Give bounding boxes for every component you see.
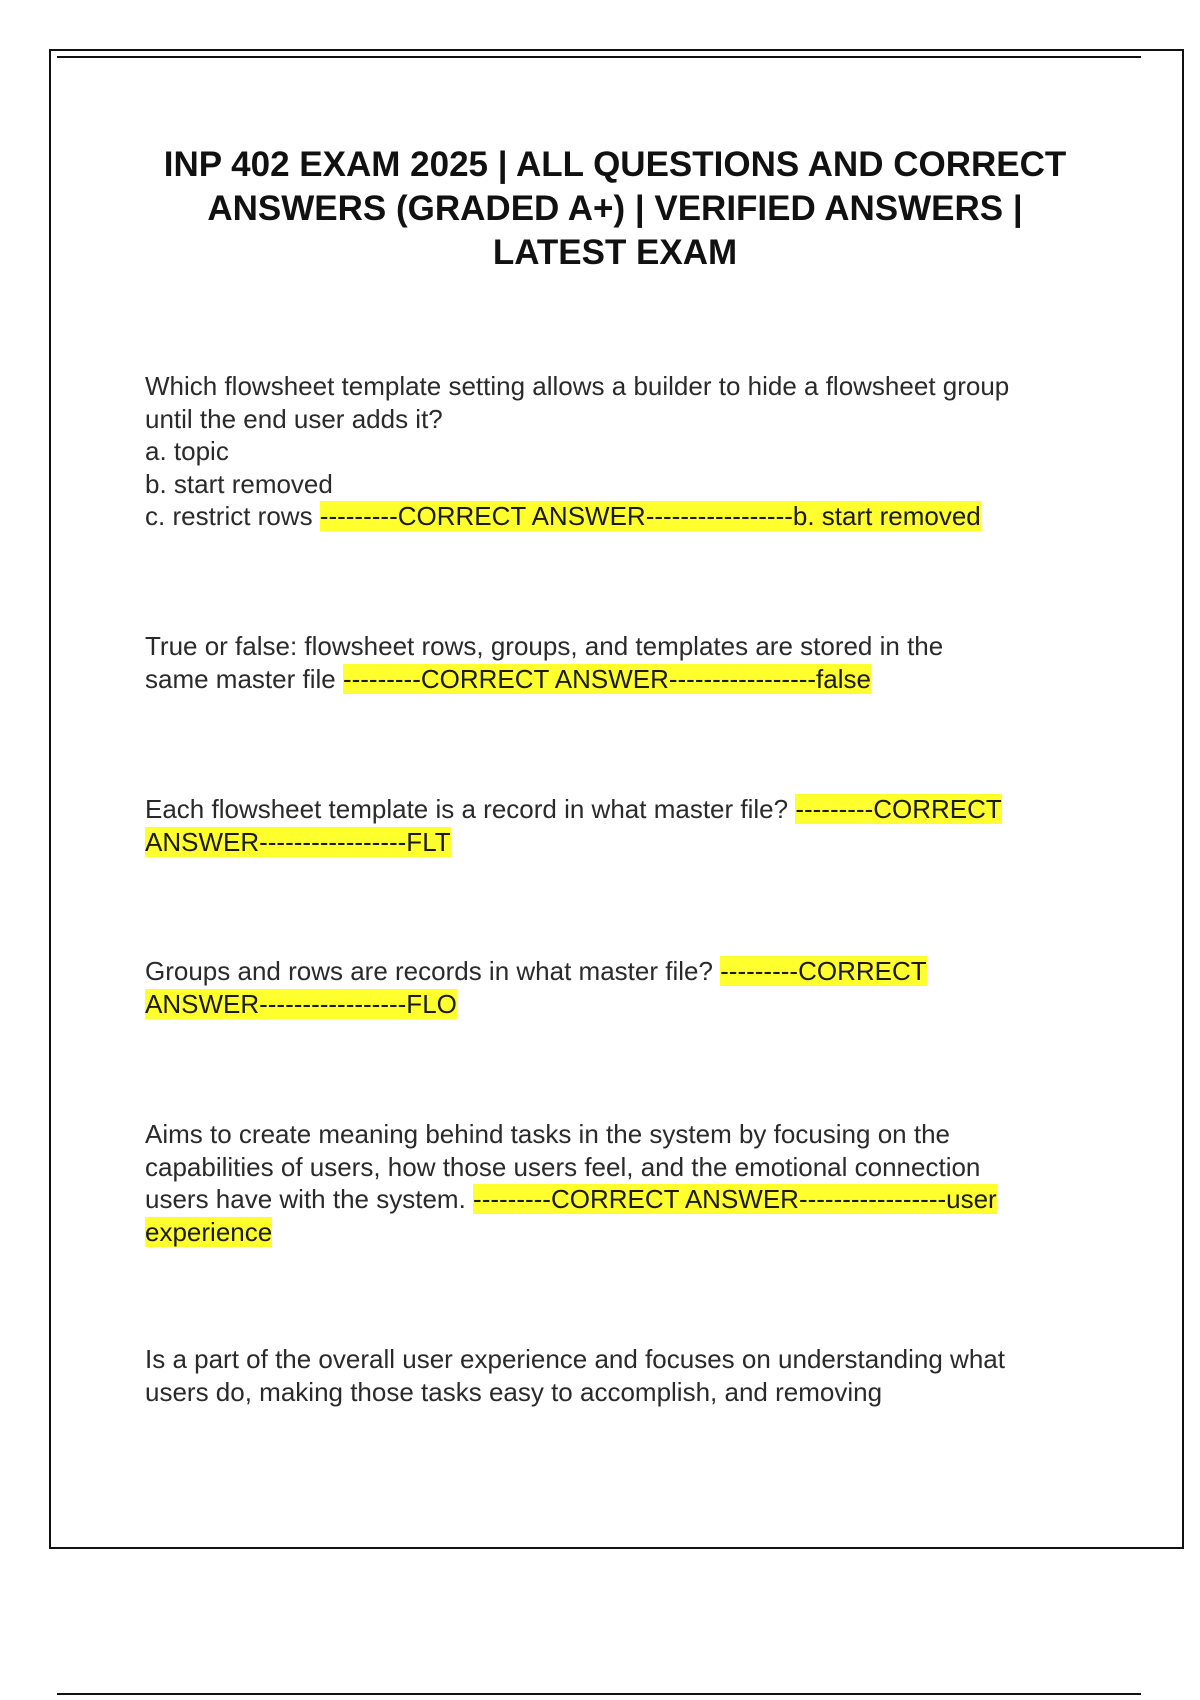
- answer-option: b. start removed: [145, 468, 333, 499]
- correct-answer-highlight: ---------CORRECT: [720, 956, 927, 986]
- question-text: Each flowsheet template is a record in what master file?: [145, 794, 796, 824]
- question-text: Is a part of the overall user experience and focuses on understanding what: [145, 1344, 1005, 1374]
- question-text: True or false: flowsheet rows, groups, and templates are stored in the: [145, 631, 944, 661]
- answer-line: [145, 988, 1095, 1021]
- answer-option: a. topic: [145, 436, 229, 466]
- answer-line: [145, 500, 1095, 533]
- question-text: same master file: [145, 663, 343, 694]
- answer-line: [145, 1216, 1095, 1249]
- answer-line: [145, 1183, 1095, 1216]
- question-text: users do, making those tasks easy to accomplish, and removing: [145, 1376, 883, 1407]
- answer-line: [145, 793, 1095, 826]
- correct-answer-highlight: ---------CORRECT ANSWER-----------------user: [473, 1184, 997, 1214]
- question-block: [145, 955, 1095, 1020]
- top-rule: [57, 56, 1141, 58]
- question-block: [145, 1118, 1095, 1248]
- answer-option: c. restrict rows: [145, 501, 320, 531]
- correct-answer-highlight: ---------CORRECT ANSWER-----------------false: [342, 663, 871, 694]
- answer-line: [145, 826, 1095, 859]
- question-text: capabilities of users, how those users feel, and the emotional connection: [145, 1151, 981, 1182]
- question-text: users have with the system.: [145, 1184, 474, 1214]
- title-line: INP 402 EXAM 2025 | ALL QUESTIONS AND CORRECT: [163, 145, 1067, 184]
- bottom-rule: [57, 1693, 1141, 1695]
- answer-line: [145, 663, 1095, 696]
- correct-answer-highlight: ANSWER-----------------FLT: [145, 826, 451, 857]
- question-block: [145, 630, 1095, 695]
- question-text: Groups and rows are records in what master file?: [145, 956, 721, 986]
- document-title: [120, 143, 1110, 275]
- answer-line: [145, 955, 1095, 988]
- question-text: Which flowsheet template setting allows a builder to hide a flowsheet group: [145, 371, 1010, 401]
- correct-answer-highlight: ANSWER-----------------FLO: [145, 988, 457, 1019]
- title-line: LATEST EXAM: [492, 233, 738, 272]
- correct-answer-highlight: ---------CORRECT ANSWER-----------------b. start removed: [319, 501, 981, 531]
- question-block: [145, 370, 1095, 533]
- question-text: until the end user adds it?: [145, 403, 443, 434]
- question-text: Aims to create meaning behind tasks in the system by focusing on the: [145, 1119, 950, 1149]
- correct-answer-highlight: experience: [145, 1216, 273, 1247]
- question-block: [145, 793, 1095, 858]
- correct-answer-highlight: ---------CORRECT: [795, 794, 1002, 824]
- question-block: [145, 1343, 1095, 1408]
- title-line: ANSWERS (GRADED A+) | VERIFIED ANSWERS |: [207, 189, 1023, 228]
